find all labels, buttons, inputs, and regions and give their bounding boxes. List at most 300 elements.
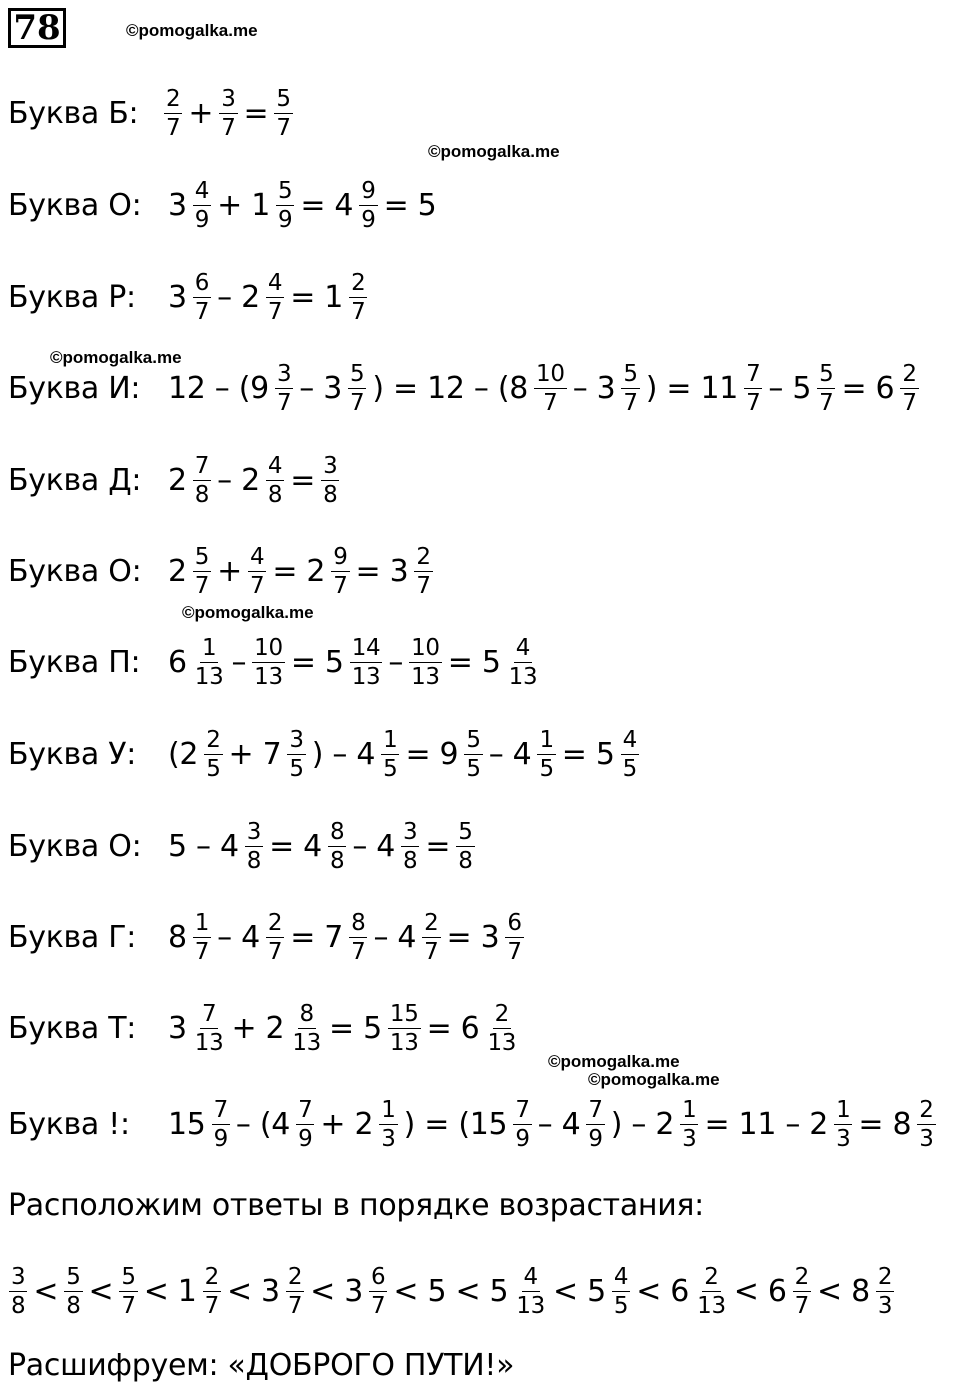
numerator: 2 (794, 1263, 809, 1290)
expression-text: 8 (168, 919, 187, 955)
numerator: 10 (536, 360, 565, 387)
numerator: 5 (623, 360, 638, 387)
denominator: 8 (66, 1292, 81, 1319)
fraction (349, 270, 367, 325)
denominator: 7 (333, 572, 348, 599)
fraction (193, 544, 211, 599)
expression-text: 15 (168, 1106, 206, 1142)
fraction (286, 1264, 304, 1319)
numerator: 3 (289, 726, 304, 753)
letter-label: Буква Б: (8, 95, 139, 131)
denominator: 7 (371, 1292, 386, 1319)
numerator: 4 (194, 177, 210, 204)
expression-text: = 5 (447, 644, 501, 680)
denominator: 7 (221, 114, 236, 141)
expression-text: + (217, 553, 242, 589)
fraction (744, 361, 762, 416)
fraction (507, 635, 540, 690)
denominator: 5 (613, 1292, 629, 1319)
numerator: 5 (278, 177, 293, 204)
denominator: 7 (543, 389, 558, 416)
numerator: 6 (507, 909, 522, 936)
letter-label: Буква П: (8, 644, 141, 680)
expression-text: = 1 (290, 279, 344, 315)
fraction (900, 361, 918, 416)
numerator: 2 (902, 360, 917, 387)
expression-text: ) = (15 (403, 1106, 508, 1142)
expression-text: = 3 (446, 919, 500, 955)
expression-text: = 7 (290, 919, 344, 955)
numerator: 9 (333, 543, 348, 570)
expression (163, 178, 441, 233)
watermark: ©pomogalka.me (50, 348, 182, 367)
fraction (266, 910, 284, 965)
fraction (381, 727, 399, 782)
fraction (350, 635, 383, 690)
expression-text: = 5 (561, 736, 615, 772)
fraction (695, 1264, 728, 1319)
denominator: 13 (697, 1292, 726, 1319)
expression (163, 361, 920, 416)
denominator: 9 (194, 206, 210, 233)
expression-text: – 3 (572, 370, 616, 406)
fraction (537, 727, 555, 782)
fraction (793, 1264, 811, 1319)
expression-text: < 3 (310, 1273, 364, 1309)
numerator: 1 (539, 726, 554, 753)
denominator: 7 (794, 1292, 809, 1319)
fraction (193, 453, 211, 508)
fraction (252, 635, 285, 690)
fraction (193, 1001, 226, 1056)
fraction (64, 1264, 82, 1319)
denominator: 13 (194, 1029, 224, 1056)
denominator: 13 (487, 1029, 517, 1056)
expression-text: – 3 (299, 370, 343, 406)
numerator: 2 (704, 1263, 719, 1290)
equation-line (8, 1089, 960, 1159)
fraction (328, 819, 346, 874)
fraction (119, 1264, 137, 1319)
numerator: 10 (254, 634, 283, 661)
fraction (359, 178, 377, 233)
expression-text: < 3 (226, 1273, 280, 1309)
expression-text: + 2 (231, 1010, 285, 1046)
denominator: 8 (246, 847, 262, 874)
expression (163, 86, 294, 141)
expression-text: ) = 12 – (8 (372, 370, 529, 406)
expression (163, 453, 340, 508)
expression (163, 635, 540, 690)
denominator: 7 (249, 572, 265, 599)
expression-text: = 6 (426, 1010, 480, 1046)
expression-text: 3 (168, 279, 187, 315)
numerator: 4 (622, 726, 637, 753)
fraction (219, 86, 237, 141)
denominator: 3 (877, 1292, 893, 1319)
fraction (456, 819, 474, 874)
equation-line (8, 993, 960, 1063)
denominator: 13 (194, 663, 224, 690)
equation-line (8, 353, 960, 423)
denominator: 7 (194, 298, 210, 325)
denominator: 7 (623, 389, 638, 416)
numerator: 2 (424, 909, 439, 936)
denominator: 7 (267, 298, 283, 325)
fraction (349, 910, 367, 965)
letter-label: Буква Т: (8, 1010, 137, 1046)
denominator: 13 (254, 663, 283, 690)
fraction (379, 1097, 397, 1152)
fraction (621, 361, 639, 416)
watermark: ©pomogalka.me (182, 603, 314, 622)
numerator: 5 (194, 543, 210, 570)
denominator: 5 (622, 755, 637, 782)
equation-line (8, 627, 960, 697)
expression-text: = (243, 95, 269, 131)
denominator: 3 (682, 1125, 697, 1152)
denominator: 9 (298, 1125, 313, 1152)
numerator: 3 (323, 452, 338, 479)
numerator: 8 (351, 909, 366, 936)
denominator: 3 (836, 1125, 851, 1152)
denominator: 7 (121, 1292, 136, 1319)
fraction (422, 910, 440, 965)
letter-label: Буква О: (8, 828, 142, 864)
denominator: 13 (516, 1292, 546, 1319)
problem-number: 78 (13, 8, 61, 48)
numerator: 6 (371, 1263, 386, 1290)
denominator: 7 (902, 389, 917, 416)
numerator: 10 (411, 634, 440, 661)
denominator: 5 (539, 755, 554, 782)
numerator: 2 (287, 1263, 303, 1290)
fraction (212, 1097, 230, 1152)
denominator: 13 (351, 663, 381, 690)
denominator: 7 (350, 389, 365, 416)
denominator: 7 (204, 1292, 219, 1319)
expression-text: 3 (168, 1010, 187, 1046)
fraction (274, 86, 292, 141)
expression-text: – 4 (217, 919, 260, 955)
expression-text: ) – 4 (311, 736, 376, 772)
fraction (401, 819, 419, 874)
numerator: 2 (166, 85, 181, 112)
denominator: 8 (329, 847, 345, 874)
fraction (817, 361, 835, 416)
letter-label: Буква У: (8, 736, 137, 772)
fraction (266, 453, 284, 508)
expression-text: 2 (168, 553, 187, 589)
expression (163, 819, 476, 874)
numerator: 8 (299, 1000, 314, 1027)
problem-number-box (8, 8, 66, 48)
expression-text: ) – 2 (610, 1106, 675, 1142)
expression-text: < 8 (817, 1273, 870, 1309)
numerator: 3 (276, 360, 292, 387)
expression-text: – (231, 644, 247, 680)
expression-text: 2 (168, 462, 187, 498)
numerator: 7 (746, 360, 761, 387)
expression-text: < 1 (143, 1273, 197, 1309)
fraction (876, 1264, 894, 1319)
expression-text: – 2 (217, 279, 260, 315)
fraction (680, 1097, 698, 1152)
denominator: 8 (194, 481, 210, 508)
denominator: 8 (458, 847, 473, 874)
fraction (348, 361, 366, 416)
fraction (586, 1097, 604, 1152)
equation-line (8, 536, 960, 606)
expression-text: = 11 – 2 (704, 1106, 829, 1142)
numerator: 5 (466, 726, 481, 753)
decode-sentence: Расшифруем: «ДОБРОГО ПУТИ!» (8, 1348, 515, 1383)
expression-text: = 2 (272, 553, 326, 589)
fraction (369, 1264, 387, 1319)
expression (163, 1097, 937, 1152)
numerator: 2 (267, 909, 283, 936)
denominator: 7 (194, 572, 210, 599)
denominator: 7 (416, 572, 431, 599)
expression-text: < (33, 1273, 59, 1309)
expression-text: = 4 (269, 828, 322, 864)
denominator: 5 (383, 755, 398, 782)
expression (163, 1001, 519, 1056)
numerator: 2 (204, 1263, 219, 1290)
denominator: 7 (276, 389, 292, 416)
fraction (534, 361, 567, 416)
numerator: 2 (351, 269, 366, 296)
denominator: 8 (323, 481, 338, 508)
denominator: 5 (466, 755, 481, 782)
numerator: 2 (919, 1096, 934, 1123)
fraction (414, 544, 432, 599)
letter-label: Буква !: (8, 1106, 130, 1142)
fraction (204, 727, 222, 782)
watermark: ©pomogalka.me (588, 1070, 720, 1089)
numerator: 3 (221, 85, 236, 112)
denominator: 7 (424, 938, 439, 965)
watermark: ©pomogalka.me (126, 21, 258, 40)
fraction (193, 910, 211, 965)
expression-text: + 2 (320, 1106, 374, 1142)
expression-text: = 5 (383, 187, 437, 223)
fraction (296, 1097, 314, 1152)
fraction (321, 453, 339, 508)
fraction (275, 361, 293, 416)
numerator: 6 (194, 269, 210, 296)
equation-line (8, 170, 960, 240)
fraction (409, 635, 442, 690)
fraction (276, 178, 294, 233)
expression-text: < (88, 1273, 114, 1309)
expression (163, 544, 434, 599)
expression-text: = (290, 462, 316, 498)
letter-label: Буква О: (8, 187, 142, 223)
denominator: 9 (515, 1125, 530, 1152)
numerator: 1 (682, 1096, 697, 1123)
numerator: 5 (458, 818, 473, 845)
fraction (193, 270, 211, 325)
denominator: 13 (389, 1029, 419, 1056)
numerator: 4 (523, 1263, 538, 1290)
fraction (513, 1097, 531, 1152)
numerator: 4 (267, 269, 283, 296)
fraction (834, 1097, 852, 1152)
numerator: 5 (66, 1263, 81, 1290)
denominator: 7 (287, 1292, 303, 1319)
denominator: 8 (267, 481, 283, 508)
fraction (612, 1264, 630, 1319)
letter-label: Буква И: (8, 370, 141, 406)
letter-label: Буква Г: (8, 919, 137, 955)
fraction (485, 1001, 518, 1056)
numerator: 1 (201, 634, 217, 661)
expression-text: 6 (168, 644, 187, 680)
expression-text: – (388, 644, 404, 680)
expression-text: = 4 (300, 187, 354, 223)
expression (163, 270, 368, 325)
numerator: 7 (298, 1096, 313, 1123)
numerator: 7 (213, 1096, 228, 1123)
letter-label: Буква Р: (8, 279, 136, 315)
expression-text: – (4 (235, 1106, 291, 1142)
numerator: 4 (249, 543, 265, 570)
denominator: 7 (351, 938, 366, 965)
fraction (505, 910, 523, 965)
expression-text: 12 – (9 (168, 370, 269, 406)
expression-text: + (188, 95, 214, 131)
numerator: 2 (494, 1000, 509, 1027)
fraction (917, 1097, 935, 1152)
denominator: 9 (361, 206, 376, 233)
denominator: 7 (507, 938, 522, 965)
expression-text: – 4 (352, 828, 396, 864)
numerator: 7 (201, 1000, 217, 1027)
numerator: 1 (383, 726, 398, 753)
denominator: 13 (292, 1029, 322, 1056)
expression-text: = 3 (355, 553, 409, 589)
numerator: 4 (515, 634, 531, 661)
denominator: 7 (819, 389, 834, 416)
denominator: 8 (11, 1292, 26, 1319)
numerator: 7 (194, 452, 210, 479)
expression-text: = 9 (405, 736, 459, 772)
denominator: 3 (919, 1125, 934, 1152)
expression (8, 1264, 895, 1319)
fraction (621, 727, 639, 782)
denominator: 7 (166, 114, 181, 141)
fraction (248, 544, 266, 599)
fraction (245, 819, 263, 874)
expression-text: = (425, 828, 451, 864)
equation-line (8, 902, 960, 972)
numerator: 1 (836, 1096, 851, 1123)
fraction (287, 727, 305, 782)
fraction (193, 635, 226, 690)
expression-text: 5 – 4 (168, 828, 239, 864)
expression-text: = 8 (858, 1106, 912, 1142)
numerator: 5 (819, 360, 834, 387)
fraction (514, 1264, 547, 1319)
denominator: 7 (351, 298, 366, 325)
denominator: 7 (267, 938, 283, 965)
equation-line (8, 262, 960, 332)
numerator: 2 (877, 1263, 893, 1290)
expression-text: < 6 (636, 1273, 690, 1309)
letter-label: Буква О: (8, 553, 142, 589)
equation-line (8, 78, 960, 148)
denominator: 7 (746, 389, 761, 416)
fraction (164, 86, 182, 141)
watermark: ©pomogalka.me (548, 1052, 680, 1071)
denominator: 5 (206, 755, 221, 782)
fraction (290, 1001, 323, 1056)
equation-line (8, 445, 960, 515)
expression-text: – 4 (488, 736, 532, 772)
expression-text: 3 (168, 187, 187, 223)
expression (163, 727, 640, 782)
equation-line (8, 719, 960, 789)
numerator: 7 (515, 1096, 530, 1123)
numerator: 1 (381, 1096, 396, 1123)
expression-text: < 5 (553, 1273, 606, 1309)
denominator: 9 (588, 1125, 603, 1152)
equation-line (8, 811, 960, 881)
numerator: 7 (588, 1096, 603, 1123)
expression-text: + 1 (217, 187, 271, 223)
fraction (203, 1264, 221, 1319)
denominator: 3 (381, 1125, 396, 1152)
fraction (331, 544, 349, 599)
expression-text: – 5 (768, 370, 812, 406)
numerator: 5 (276, 85, 291, 112)
fraction (193, 178, 211, 233)
expression-text: = 5 (329, 1010, 382, 1046)
fraction (266, 270, 284, 325)
watermark: ©pomogalka.me (428, 142, 560, 161)
denominator: 7 (194, 938, 210, 965)
letter-label: Буква Д: (8, 462, 142, 498)
numerator: 3 (246, 818, 262, 845)
denominator: 5 (289, 755, 304, 782)
numerator: 1 (194, 909, 210, 936)
numerator: 14 (351, 634, 381, 661)
denominator: 9 (278, 206, 293, 233)
fraction (388, 1001, 421, 1056)
numerator: 8 (329, 818, 345, 845)
expression-text: + 7 (228, 736, 282, 772)
numerator: 3 (11, 1263, 26, 1290)
denominator: 9 (213, 1125, 228, 1152)
expression-text: – 2 (217, 462, 260, 498)
expression-text: = 5 (290, 644, 344, 680)
expression-text: ) = 11 (645, 370, 739, 406)
expression-text: = 6 (841, 370, 895, 406)
expression-text: – 4 (373, 919, 417, 955)
ordering-line (8, 1256, 960, 1326)
denominator: 13 (411, 663, 440, 690)
numerator: 4 (267, 452, 283, 479)
fraction (9, 1264, 27, 1319)
expression-text: < 5 < 5 (393, 1273, 509, 1309)
numerator: 5 (121, 1263, 136, 1290)
order-sentence: Расположим ответы в порядке возрастания: (8, 1188, 704, 1223)
fraction (464, 727, 482, 782)
numerator: 3 (403, 818, 418, 845)
expression (163, 910, 525, 965)
expression-text: < 6 (733, 1273, 787, 1309)
